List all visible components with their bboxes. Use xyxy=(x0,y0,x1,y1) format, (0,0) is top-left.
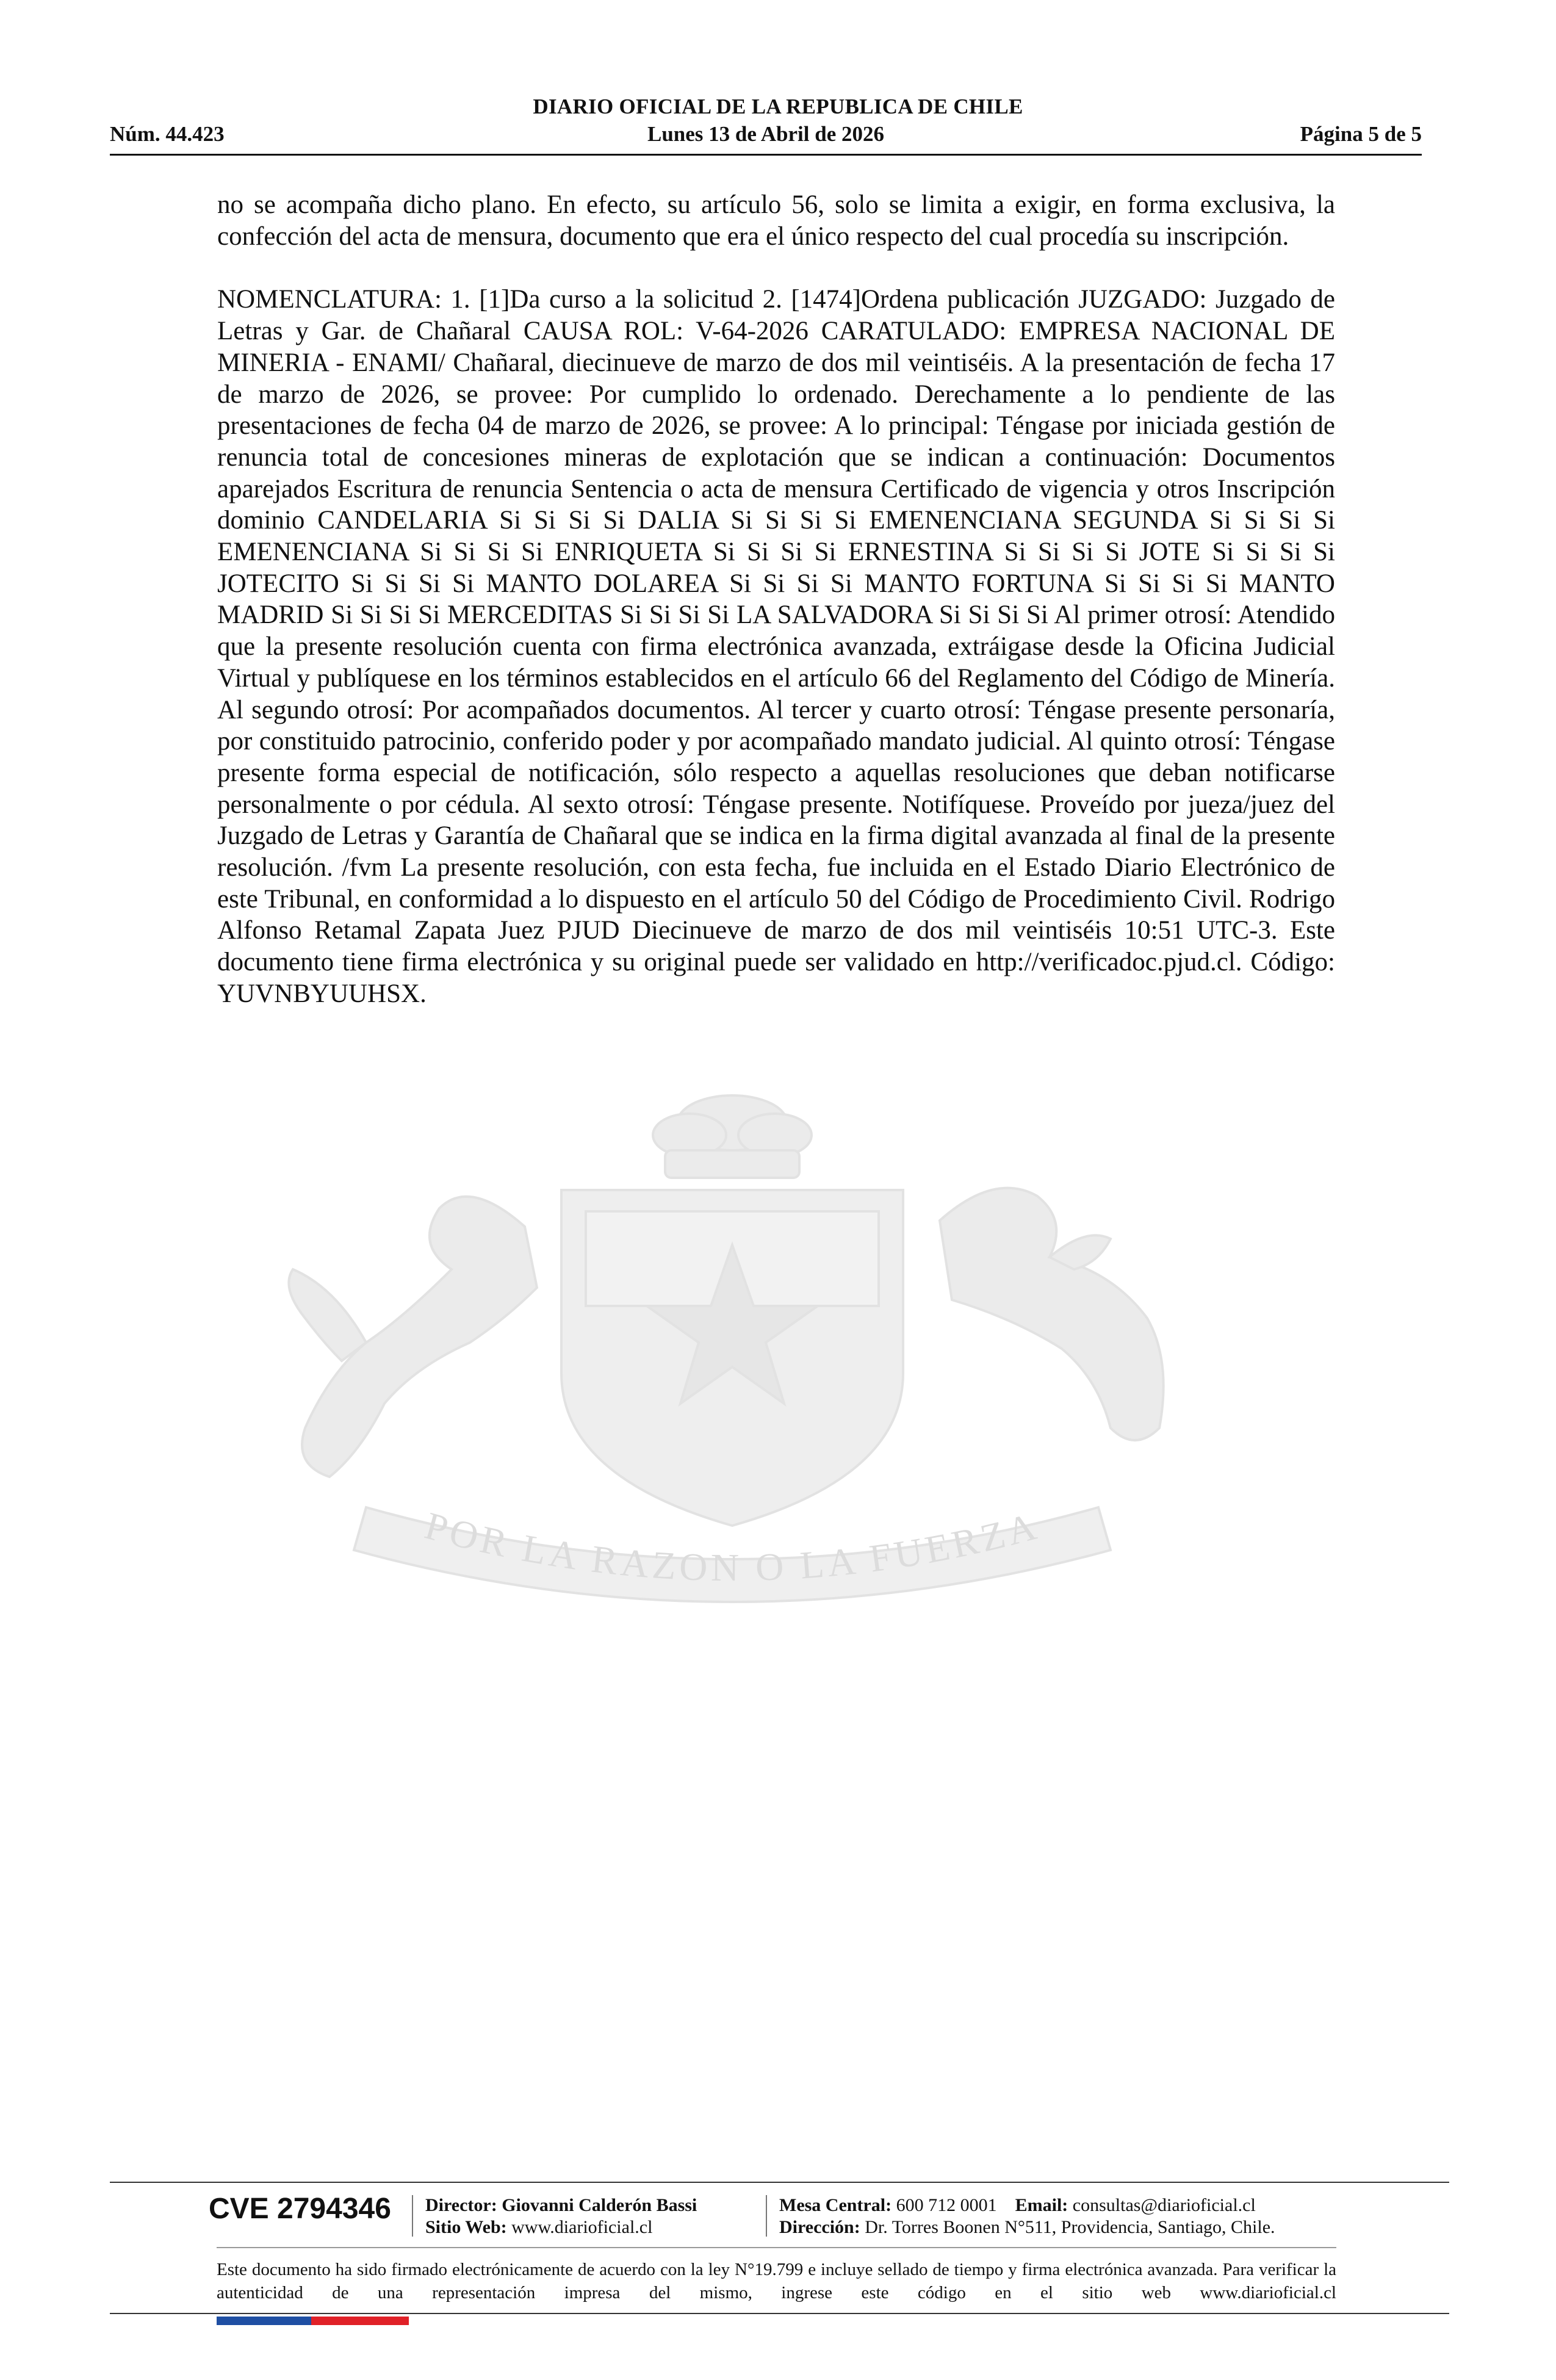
footer-divider-bottom xyxy=(110,2313,1449,2314)
director-label: Director: xyxy=(425,2195,497,2215)
website-link[interactable]: www.diarioficial.cl xyxy=(511,2217,653,2237)
newspaper-title: DIARIO OFICIAL DE LA REPUBLICA DE CHILE xyxy=(533,95,1023,118)
phone-number: 600 712 0001 xyxy=(896,2195,997,2215)
footer-divider-mid xyxy=(217,2247,1336,2248)
motto-text: POR LA RAZON O LA FUERZA xyxy=(420,1503,1044,1590)
address-label: Dirección: xyxy=(779,2217,860,2237)
issue-date: Lunes 13 de Abril de 2026 xyxy=(647,122,884,146)
director-name: Giovanni Calderón Bassi xyxy=(502,2195,697,2215)
coat-of-arms-icon xyxy=(183,1086,1281,1635)
paragraph: no se acompaña dicho plano. En efecto, su artículo 56, solo se limita a exigir, en forma exclusiva, la confección del acta de mensura, documento que era el único respecto del cual procedía su inscripción. xyxy=(217,190,1335,251)
legal-note: Este documento ha sido firmado electrónicamente de acuerdo con la ley N°19.799 e incluye sellado de tiempo y firma electrónica avanzada. Para verificar la autenticidad de una representación impresa del mismo, ingrese este código en el sitio web www.diarioficial.cl xyxy=(217,2260,1336,2302)
email-link[interactable]: consultas@diarioficial.cl xyxy=(1072,2195,1256,2215)
email-label: Email: xyxy=(1015,2195,1068,2215)
website-label: Sitio Web: xyxy=(425,2217,507,2237)
footer-divider-top xyxy=(110,2182,1449,2183)
article-body xyxy=(217,189,1335,1042)
address-text: Dr. Torres Boonen N°511, Providencia, Santiago, Chile. xyxy=(865,2217,1275,2237)
footer-separator xyxy=(412,2195,413,2237)
phone-label: Mesa Central: xyxy=(779,2195,892,2215)
footer-contact-block xyxy=(779,2194,1275,2238)
issue-number: Núm. 44.423 xyxy=(110,122,225,146)
page-number: Página 5 de 5 xyxy=(1300,122,1422,146)
header-divider xyxy=(110,154,1422,156)
paragraph: NOMENCLATURA: 1. [1]Da curso a la solicitud 2. [1474]Ordena publicación JUZGADO: Juzgado de Letras y Gar. de Chañaral CAUSA ROL: V-64-2026 CARATULADO: EMPRESA NACIONAL DE MINERIA - ENAMI/ Chañaral, diecinueve de marzo de dos mil veintiséis. A la presentación de fecha 17 de marzo de 2026, se provee: Por cumplido lo ordenado. Derechamente a lo pendiente de las presentaciones de fecha 04 de marzo de 2026, se provee: A lo principal: Téngase por iniciada gestión de renuncia total de concesiones mineras de explotación que se indican a continuación: Documentos aparejados Escritura de renuncia Sentencia o acta de mensura Certificado de vigencia y otros Inscripción dominio CANDELARIA Si Si Si Si DALIA Si Si Si Si EMENENCIANA SEGUNDA Si Si Si Si EMENENCIANA Si Si Si Si ENRIQUETA Si Si Si Si ERNESTINA Si Si Si Si JOTE Si Si Si Si JOTECITO Si Si Si Si MANTO DOLAREA Si Si Si Si MANTO FORTUNA Si Si Si Si MANTO MADRID Si Si Si Si MERCEDITAS Si Si Si Si LA SALVADORA Si Si Si Si Al primer otrosí: Atendido que la presente resolución cuenta con firma electrónica avanzada, extráigase desde la Oficina Judicial Virtual y publíquese en los términos establecidos en el artículo 66 del Reglamento del Código de Minería. Al segundo otrosí: Por acompañados documentos. Al tercer y cuarto otrosí: Téngase presente personaría, por constituido patrocinio, conferido poder y por acompañado mandato judicial. Al quinto otrosí: Téngase presente forma especial de notificación, sólo respecto a aquellas resoluciones que deban notificarse personalmente o por cédula. Al sexto otrosí: Téngase presente. Notifíquese. Proveído por jueza/juez del Juzgado de Letras y Garantía de Chañaral que se indica en la firma digital avanzada al final de la presente resolución. /fvm La presente resolución, con esta fecha, fue incluida en el Estado Diario Electrónico de este Tribunal, en conformidad a lo dispuesto en el artículo 50 del Código de Procedimiento Civil. Rodrigo Alfonso Retamal Zapata Juez PJUD Diecinueve de marzo de dos mil veintiséis 10:51 UTC-3. Este documento tiene firma electrónica y su original puede ser validado en http://verificadoc.pjud.cl. Código: YUVNBYUUHSX. xyxy=(217,285,1335,1008)
footer-director-block xyxy=(425,2194,697,2238)
flag-stripe-red xyxy=(311,2317,409,2325)
header-row xyxy=(110,122,1422,149)
flag-stripe-blue xyxy=(217,2317,311,2325)
footer-separator xyxy=(766,2195,767,2237)
cve-code: CVE 2794346 xyxy=(209,2193,391,2225)
